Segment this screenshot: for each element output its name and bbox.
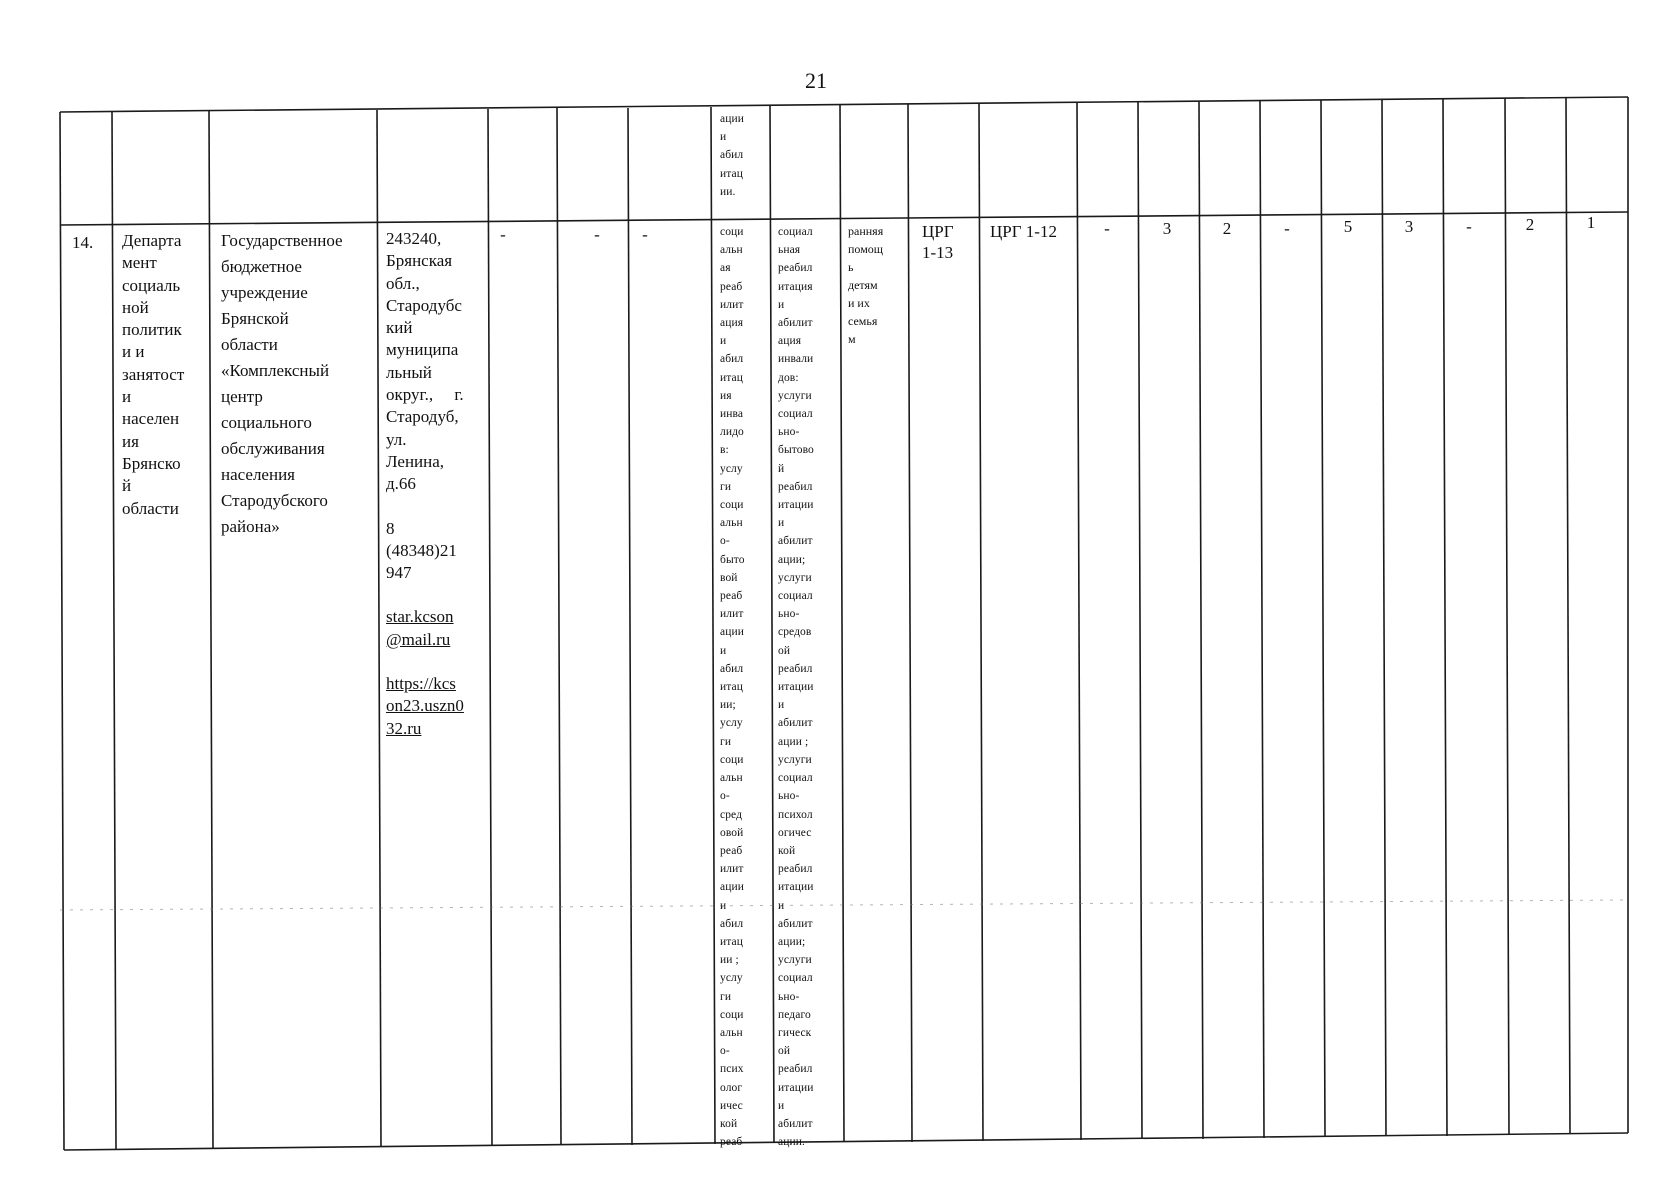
- row-number: 14.: [72, 233, 94, 252]
- col12-crg: ЦРГ 1-12: [990, 222, 1057, 241]
- address-text: 243240, Брянская обл., Стародубс кий муниципа льный округ., г. Стародуб, ул. Ленина, д.66: [386, 229, 464, 494]
- contacts-cell: [386, 228, 486, 740]
- col9-rehab-services-full: социал ьная реабил итация и абилит ация инвали дов: услуги социал ьно- бытово й реабил итации и абилит ации; услуги социал ьно- средов ой реабил итации и абилит ации ; услуги социал ьно- психол огичес кой реабил итации и абилит ации; услуги социал ьно- педаго гическ ой реабил итации и абилит ации.: [778, 226, 814, 1149]
- col19-value: -: [1466, 217, 1472, 236]
- col8-rehab-services: соци альн ая реаб илит ация и абил итац ия инва лидо в: услу ги соци альн о- быто вой реаб илит ации и абил итац ии; услу ги соци альн о- сред овой реаб илит ации и абил итац ии ; услу ги соци альн о- псих олог ичес кой реаб: [720, 226, 745, 1149]
- phone-text: 8 (48348)21 947: [386, 518, 457, 583]
- col14-value: 3: [1162, 219, 1172, 238]
- col13-value: -: [1104, 219, 1110, 238]
- col21-value: 1: [1586, 213, 1596, 232]
- col7-value: -: [642, 225, 648, 244]
- continuation-col8-tail: ации и абил итац ии.: [720, 113, 744, 198]
- col11-crg: ЦРГ 1-13: [922, 222, 954, 262]
- page-number: 21: [805, 68, 827, 93]
- col20-value: 2: [1525, 215, 1535, 234]
- col17-value: 5: [1343, 217, 1353, 236]
- website-link[interactable]: https://kcs on23.uszn0 32.ru: [386, 674, 464, 738]
- department-cell: Департа мент социаль ной политик и и занятост и населен ия Брянско й области: [122, 231, 185, 518]
- col10-early-help: ранняя помощ ь детям и их семья м: [848, 224, 884, 346]
- col5-value: -: [500, 225, 506, 244]
- col16-value: -: [1284, 219, 1290, 238]
- col6-value: -: [594, 225, 600, 244]
- institution-cell: Государственное бюджетное учреждение Брянской области «Комплексный центр социального обслуживания населения Стародубского района»: [221, 231, 343, 536]
- col18-value: 3: [1404, 217, 1414, 236]
- email-link[interactable]: star.kcson @mail.ru: [386, 607, 454, 649]
- col15-value: 2: [1222, 219, 1232, 238]
